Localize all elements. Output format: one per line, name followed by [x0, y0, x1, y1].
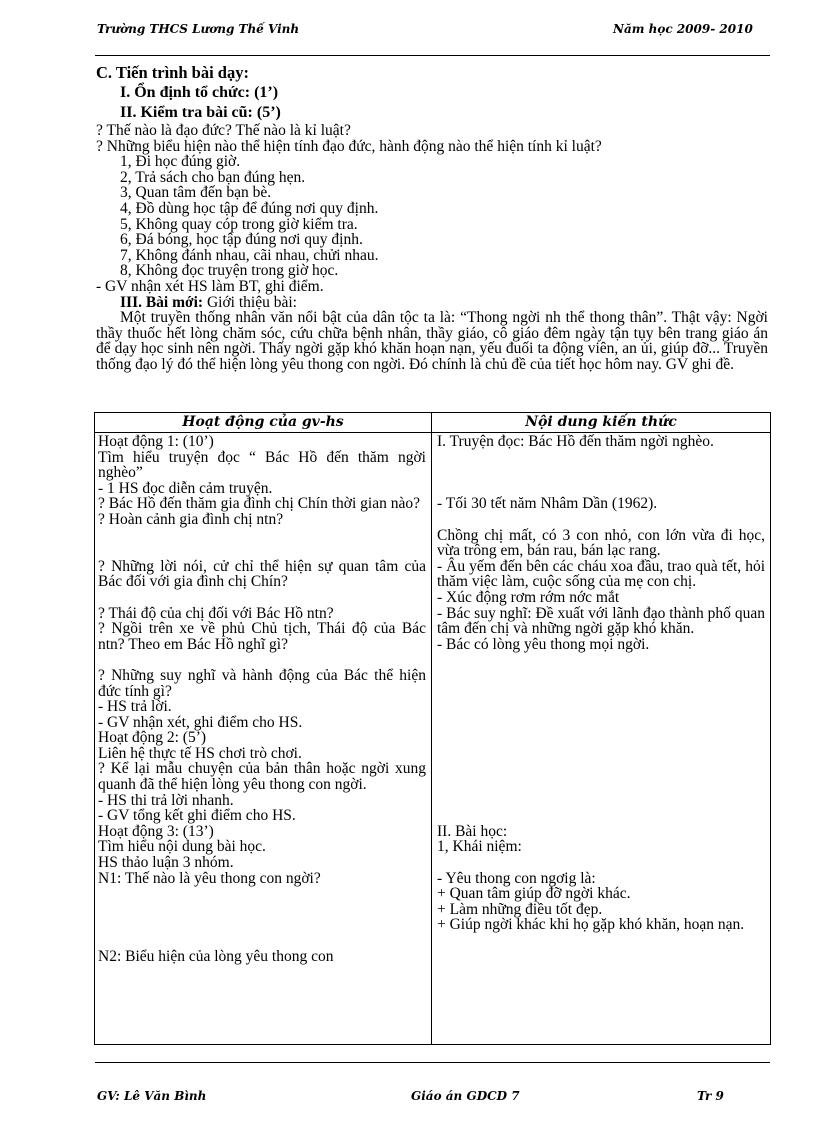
content-line: + Giúp ngời khác khi họ gặp khó khăn, hoạn nạn. [437, 916, 745, 934]
activity-line: - HS trả lời. [98, 698, 172, 716]
footer-page: Tr 9 [697, 1089, 724, 1103]
section-2-heading: II. Kiểm tra bài cũ: (5’) [120, 104, 281, 121]
activity-line: ? Ngồi trên xe về phủ Chủ tịch, Thái độ của Bác ntn? Theo em Bác Hồ nghĩ gì? [98, 620, 426, 653]
section-3-line [96, 295, 768, 311]
activity-line: HS thảo luận 3 nhóm. [98, 854, 234, 872]
activity-3-title: Hoạt động 3: (13’) [98, 822, 214, 840]
activity-line: N1: Thế nào là yêu thong con ngời? [98, 869, 321, 887]
footer-rule [95, 1062, 770, 1063]
content-line: 1, Khái niệm: [437, 838, 522, 856]
activity-1-title: Hoạt động 1: (10’) [98, 433, 214, 450]
section-1-heading: I. Ổn định tổ chức: (1’) [120, 84, 279, 101]
table-head-activities: Hoạt động của gv-hs [182, 414, 344, 430]
activity-2-title: Hoạt động 2: (5’) [98, 729, 207, 747]
content-line: - Tối 30 tết năm Nhâm Dần (1962). [437, 495, 658, 513]
activity-line: - GV nhận xét, ghi điểm cho HS. [98, 713, 303, 731]
footer-document: Giáo án GDCD 7 [411, 1089, 520, 1103]
activity-line: ? Những lời nói, cử chỉ thể hiện sự quan tâm của Bác đối với gia đình chị Chín? [98, 557, 426, 591]
intro-paragraph: Một truyền thống nhân văn nổi bật của dân tộc ta là: “Thong ngời nh thể thong thân”. Thật vậy: Ngời thầy thuốc hết lòng chăm sóc, cứu chữa bệnh nhân, thầy giáo, cô giáo đêm ngày tận tụy bên trang giáo án để dạy học sinh nên ngời. Thấy ngời gặp khó khăn hoạn nạn, yếu đuối ta động viên, an ủi, giúp đỡ... Truyền thống đạo lý đó thể hiện lòng yêu thong con ngời. Đó chính là chủ đề của tiết học hôm nay. GV ghi đề. [96, 309, 768, 373]
table-right-column [437, 434, 765, 933]
activity-line: - GV tổng kết ghi điểm cho HS. [98, 807, 296, 825]
activity-line: Tìm hiểu truyện đọc “ Bác Hồ đến thăm ngời nghèo” [98, 448, 426, 482]
header-rule [95, 55, 770, 56]
content-line: - Yêu thong con ngơig là: [437, 869, 596, 887]
content-line: Chồng chị mất, có 3 con nhỏ, con lớn vừa đi học, vừa trông em, bán rau, bán lạc rang. [437, 526, 765, 560]
answer-item: 8, Không đọc truyện trong giờ học. [120, 262, 339, 280]
content-line: + Quan tâm giúp đỡ ngời khác. [437, 885, 631, 903]
activity-line: ? Hoàn cảnh gia đình chị ntn? [98, 510, 284, 528]
content-heading: I. Truyện đọc: Bác Hồ đến thăm ngời nghèo. [437, 433, 714, 450]
activity-line: ? Những suy nghĩ và hành động của Bác thể hiện đức tính gì? [98, 666, 426, 700]
content-line: + Làm những điều tốt đẹp. [437, 900, 603, 918]
answer-item: 4, Đồ dùng học tập để đúng nơi quy định. [120, 199, 379, 217]
content-line: - Xúc động rơm rớm nớc mắt [437, 588, 620, 606]
question: ? Những biểu hiện nào thể hiện tính đạo đức, hành động nào thể hiện tính kỉ luật? [96, 137, 602, 155]
activity-line: ? Thái độ của chị đối với Bác Hồ ntn? [98, 604, 334, 622]
content-line: - Âu yếm đến bên các cháu xoa đầu, trao quà tết, hỏi thăm việc làm, cuộc sống của mẹ con chị. [437, 557, 765, 591]
activity-line: N2: Biểu hiện của lòng yêu thong con [98, 947, 334, 965]
header-school: Trường THCS Lương Thế Vinh [97, 22, 300, 36]
activity-line: ? Bác Hồ đến thăm gia đình chị Chín thời gian nào? [98, 495, 420, 513]
activity-line: - 1 HS đọc diễn cảm truyện. [98, 479, 273, 497]
question: ? Thế nào là đạo đức? Thế nào là kỉ luật? [96, 122, 351, 139]
answer-item: 2, Trả sách cho bạn đúng hẹn. [120, 168, 306, 186]
gv-note: - GV nhận xét HS làm BT, ghi điểm. [96, 277, 324, 295]
table-column-divider [431, 413, 432, 1044]
content-line: - Bác suy nghĩ: Đề xuất với lãnh đạo thành phố quan tâm đến chị và những ngời gặp khó khăn. [437, 604, 765, 638]
lesson-body [96, 62, 768, 373]
activity-line: ? Kể lại mẫu chuyện của bản thân hoặc ngời xung quanh đã thể hiện lòng yêu thong con ngời. [98, 760, 426, 794]
answer-item: 7, Không đánh nhau, cãi nhau, chửi nhau. [120, 246, 379, 264]
activity-line: Tìm hiểu nội dung bài học. [98, 838, 266, 856]
answer-item: 5, Không quay cóp trong giờ kiểm tra. [120, 215, 358, 233]
table-head-content: Nội dung kiến thức [525, 414, 677, 430]
answer-item: 1, Đi học đúng giờ. [120, 153, 241, 171]
footer-teacher: GV: Lê Văn Bình [97, 1089, 207, 1103]
section-3-intro: Giới thiệu bài: [203, 293, 297, 311]
section-c-heading: C. Tiến trình bài dạy: [96, 63, 249, 82]
table-left-column [98, 434, 426, 964]
lesson-table [94, 412, 771, 1045]
answer-item: 6, Đá bóng, học tập đúng nơi quy định. [120, 231, 363, 249]
content-line: - Bác có lòng yêu thong mọi ngời. [437, 635, 650, 653]
activity-line: Liên hệ thực tế HS chơi trò chơi. [98, 744, 302, 762]
activity-line: - HS thi trả lời nhanh. [98, 791, 234, 809]
answer-item: 3, Quan tâm đến bạn bè. [120, 184, 272, 202]
content-heading: II. Bài học: [437, 822, 508, 840]
header-year: Năm học 2009- 2010 [613, 22, 753, 36]
section-3-title: III. Bài mới: [120, 293, 204, 311]
